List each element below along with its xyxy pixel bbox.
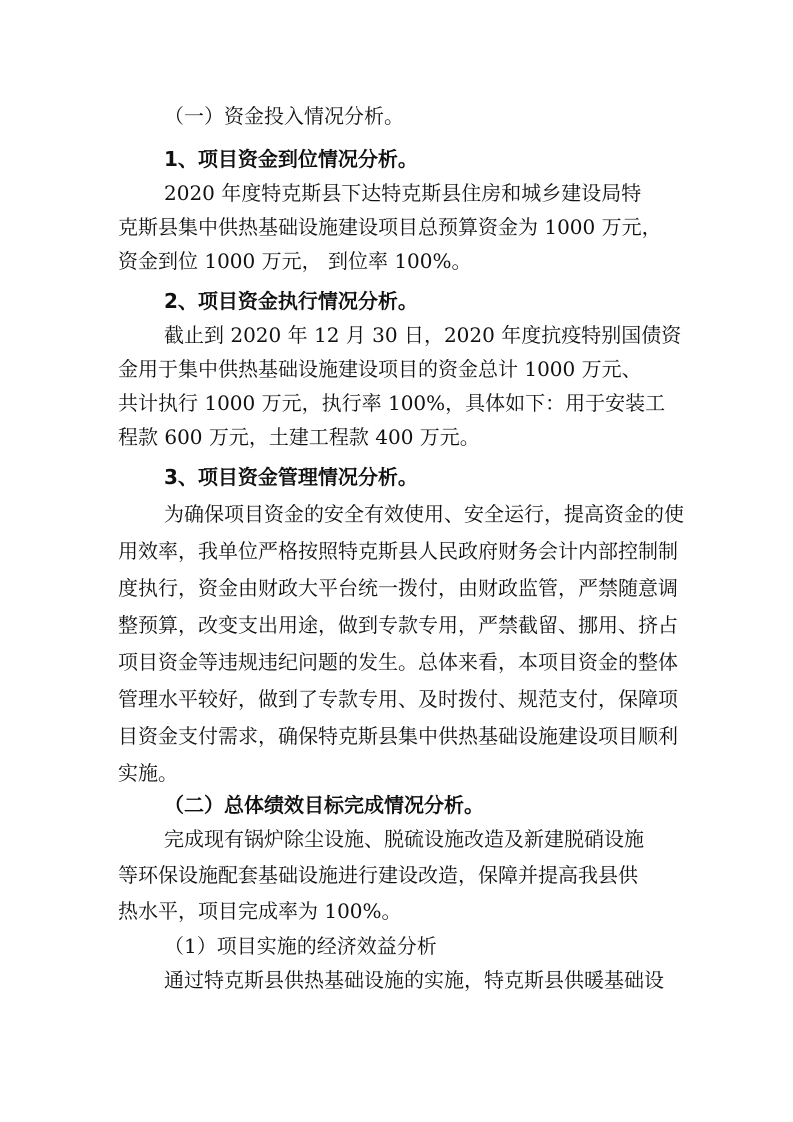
- paragraph-line: 程款 600 万元，土建工程款 400 万元。: [118, 425, 480, 449]
- paragraph-line: 项目资金等违规违纪问题的发生。总体来看，本项目资金的整体: [118, 650, 678, 674]
- subheading-funds-execution: 2、项目资金执行情况分析。: [164, 289, 418, 313]
- paragraph-line: 通过特克斯县供热基础设施的实施，特克斯县供暖基础设: [164, 968, 664, 992]
- paragraph-line: 完成现有锅炉除尘设施、脱硫设施改造及新建脱硝设施: [164, 827, 644, 851]
- paragraph-line: 克斯县集中供热基础设施建设项目总预算资金为 1000 万元，: [118, 215, 662, 239]
- subheading-funds-management: 3、项目资金管理情况分析。: [164, 465, 418, 489]
- paragraph-line: 度执行，资金由财政大平台统一拨付，由财政监管，严禁随意调: [118, 576, 678, 600]
- paragraph-line: 资金到位 1000 万元， 到位率 100%。: [118, 249, 472, 273]
- paragraph-line: 整预算，改变支出用途，做到专款专用，严禁截留、挪用、挤占: [118, 613, 678, 637]
- subheading-funds-arrival: 1、项目资金到位情况分析。: [164, 147, 418, 171]
- paragraph-line: 热水平，项目完成率为 100%。: [118, 899, 402, 923]
- paragraph-line: 用效率，我单位严格按照特克斯县人民政府财务会计内部控制制: [118, 539, 678, 563]
- paragraph-line: 目资金支付需求，确保特克斯县集中供热基础设施建设项目顺利: [118, 724, 678, 748]
- paragraph-line: 等环保设施配套基础设施进行建设改造，保障并提高我县供: [118, 863, 638, 887]
- subheading-economic-benefit: （1）项目实施的经济效益分析: [164, 934, 437, 958]
- paragraph-line: 管理水平较好，做到了专款专用、及时拨付、规范支付，保障项: [118, 687, 678, 711]
- paragraph-line: 2020 年度特克斯县下达特克斯县住房和城乡建设局特: [164, 181, 642, 205]
- paragraph-line: 金用于集中供热基础设施建设项目的资金总计 1000 万元、: [118, 357, 642, 381]
- section-heading-funding-input: （一）资金投入情况分析。: [164, 104, 404, 128]
- paragraph-line: 截止到 2020 年 12 月 30 日，2020 年度抗疫特别国债资: [164, 323, 682, 347]
- paragraph-line: 为确保项目资金的安全有效使用、安全运行，提高资金的使: [164, 502, 684, 526]
- paragraph-line: 实施。: [118, 761, 178, 785]
- section-heading-performance-goals: （二）总体绩效目标完成情况分析。: [164, 793, 484, 817]
- paragraph-line: 共计执行 1000 万元，执行率 100%，具体如下：用于安装工: [118, 391, 666, 415]
